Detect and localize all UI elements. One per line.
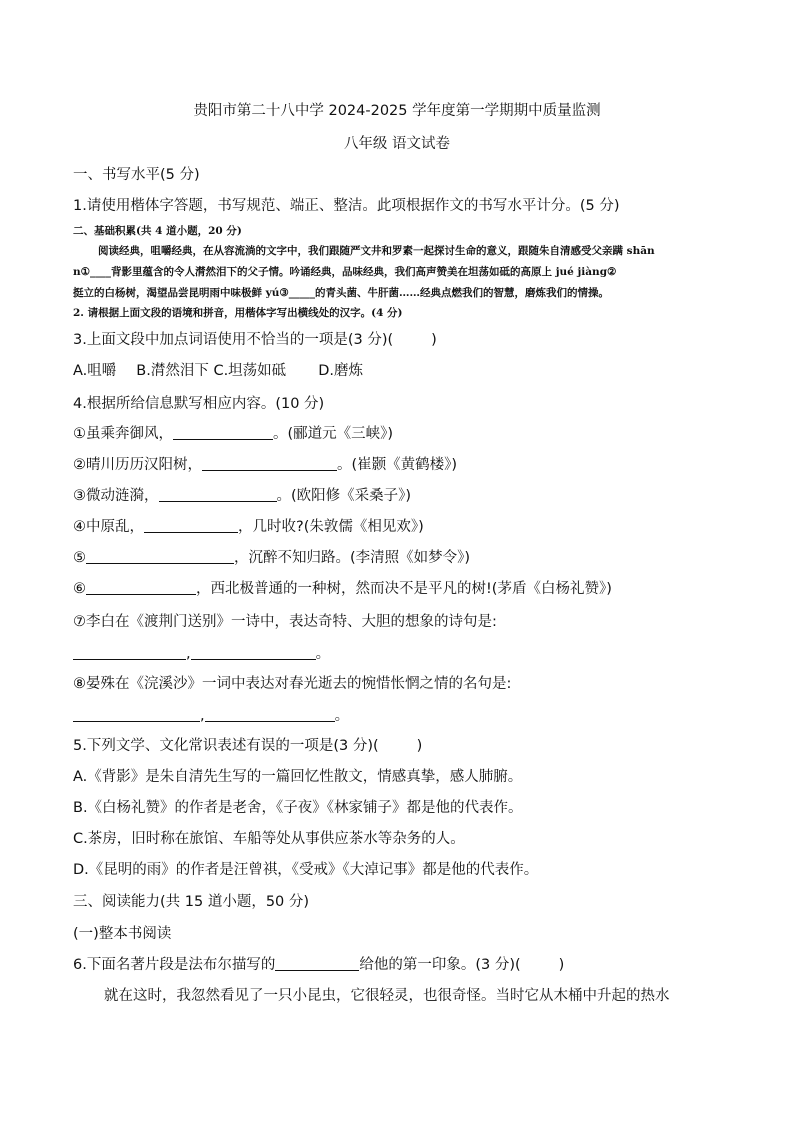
recite-item-6: ⑥ ，西北极普通的一种树，然而决不是平凡的树!(茅盾《白杨礼赞》) <box>73 581 612 597</box>
option-b-c: B.潸然泪下 C.坦荡如砥 <box>136 363 287 379</box>
option-d: D.磨炼 <box>318 363 363 379</box>
blank-7a[interactable] <box>73 643 186 660</box>
recite-item-7-answer: , 。 <box>73 643 330 664</box>
blank-8a[interactable] <box>73 705 200 722</box>
blank-7b[interactable] <box>191 643 316 660</box>
recite-item-3: ③微动涟漪， 。(欧阳修《采桑子》) <box>73 488 412 504</box>
recite-item-7: ⑦李白在《渡荆门送别》一诗中，表达奇特、大胆的想象的诗句是: <box>73 614 497 630</box>
section-3-sub-1: (一)整本书阅读 <box>73 926 172 942</box>
excerpt-line-1: 就在这时，我忽然看见了一只小昆虫，它很轻灵，也很奇怪。当时它从木桶中升起的热水 <box>104 988 670 1004</box>
q5-option-c: C.茶房，旧时称在旅馆、车船等处从事供应茶水等杂务的人。 <box>73 831 465 847</box>
question-3-options <box>73 361 363 381</box>
blank-8b[interactable] <box>205 705 335 722</box>
blank-5[interactable] <box>86 548 234 564</box>
recite-item-1: ①虽乘奔御风， 。(郦道元《三峡》) <box>73 426 394 442</box>
passage-line-2: n①____背影里蕴含的令人潸然泪下的父子情。吟诵经典，品味经典，我们高声赞美在坦荡如砥的高原上 jué jiàng② <box>73 266 617 278</box>
recite-item-5: ⑤ ，沉醉不知归路。(李清照《如梦令》) <box>73 550 471 566</box>
question-3 <box>73 330 437 350</box>
recite-item-2: ②晴川历历汉阳树， 。(崔颢《黄鹤楼》) <box>73 457 458 473</box>
question-4: 4.根据所给信息默写相应内容。(10 分) <box>73 396 325 412</box>
question-1: 1.请使用楷体字答题，书写规范、端正、整洁。此项根据作文的书写水平计分。(5 分) <box>73 198 620 214</box>
blank-3[interactable] <box>159 486 277 502</box>
blank-6[interactable] <box>86 579 196 595</box>
q5-option-a: A.《背影》是朱自清先生写的一篇回忆性散文，情感真挚，感人肺腑。 <box>73 769 523 785</box>
section-2-heading: 二、基础积累(共 4 道小题，20 分) <box>73 225 242 237</box>
passage-line-1: 阅读经典，咀嚼经典，在从容流淌的文字中，我们跟随严文井和罗素一起探讨生命的意义，跟随朱自清感受父亲蹒 shān <box>98 245 655 257</box>
question-3-text: 3.上面文段中加点词语使用不恰当的一项是(3 分)( <box>73 332 394 348</box>
q5-option-d: D.《昆明的雨》的作者是汪曾祺，《受戒》《大淖记事》都是他的代表作。 <box>73 862 539 878</box>
section-1-heading: 一、书写水平(5 分) <box>73 167 200 183</box>
option-a: A.咀嚼 <box>73 363 117 379</box>
question-3-close: ) <box>431 332 437 348</box>
question-6: 6.下面名著片段是法布尔描写的 给他的第一印象。(3 分)( ) <box>73 957 565 973</box>
passage-line-3: 挺立的白杨树，渴望品尝昆明雨中味极鲜 yú③_____的青头菌、牛肝菌……经典点燃我们的智慧，磨炼我们的情操。 <box>73 287 610 299</box>
exam-title: 贵阳市第二十八中学 2024-2025 学年度第一学期期中质量监测 <box>193 103 601 119</box>
recite-item-4: ④中原乱， ，几时收?(朱敦儒《相见欢》) <box>73 519 424 535</box>
blank-2[interactable] <box>202 455 337 471</box>
question-2: 2. 请根据上面文段的语境和拼音，用楷体字写出横线处的汉字。(4 分) <box>73 307 403 319</box>
blank-1[interactable] <box>173 424 273 440</box>
section-3-heading: 三、阅读能力(共 15 道小题，50 分) <box>73 894 310 910</box>
recite-item-8: ⑧晏殊在《浣溪沙》一词中表达对春光逝去的惋惜怅惘之情的名句是: <box>73 676 512 692</box>
q5-option-b: B.《白杨礼赞》的作者是老舍，《子夜》《林家铺子》都是他的代表作。 <box>73 800 523 816</box>
blank-q6[interactable] <box>275 955 359 971</box>
question-5: 5.下列文学、文化常识表述有误的一项是(3 分)( ) <box>73 738 423 754</box>
recite-item-8-answer: , 。 <box>73 705 349 726</box>
exam-subtitle: 八年级 语文试卷 <box>343 136 451 152</box>
blank-4[interactable] <box>144 517 238 533</box>
